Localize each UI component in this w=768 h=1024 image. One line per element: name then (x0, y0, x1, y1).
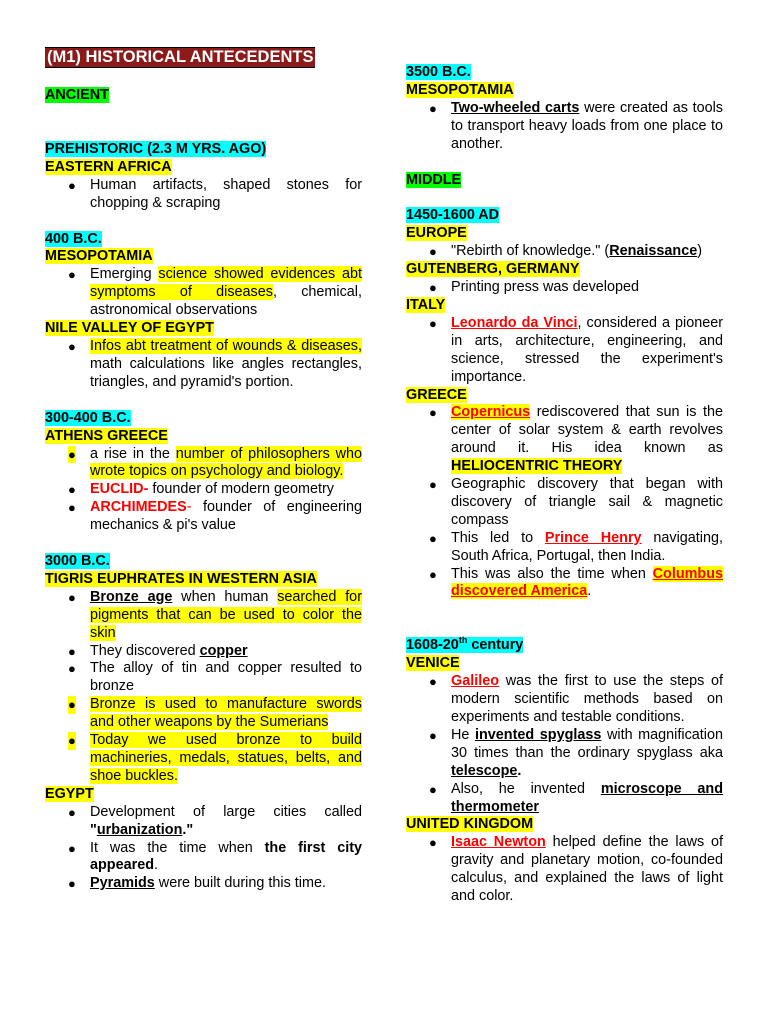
bullet-list-europe (406, 243, 723, 261)
list-item: ● Printing press was developed (406, 279, 723, 297)
bullet-list-athens (45, 446, 362, 536)
bullet-list-italy (406, 315, 723, 387)
list-item: ● Human artifacts, shaped stones for chopping & scraping (45, 177, 362, 213)
place-heading-greece: GREECE (406, 386, 467, 403)
place-heading-athens: ATHENS GREECE (45, 427, 168, 444)
place-heading-eastern-africa: EASTERN AFRICA (45, 158, 172, 175)
bullet-list-carts (406, 100, 723, 154)
bullet-list-uk (406, 834, 723, 906)
list-item: ● Copernicus rediscovered that sun is the center of solar system & earth revolves around it. His idea known as HELIOCENTRIC THEORY (406, 404, 723, 476)
place-heading-italy: ITALY (406, 296, 446, 313)
bullet-list-egypt (45, 804, 362, 894)
period-heading-300bc: 300-400 B.C. (45, 409, 131, 426)
list-item: ● Leonardo da Vinci, considered a pioneer in arts, architecture, engineering, and science, stressed the experiment's importance. (406, 315, 723, 387)
list-item: ● EUCLID- founder of modern geometry (45, 481, 362, 499)
list-item: ● Also, he invented microscope and thermometer (406, 781, 723, 817)
list-item: ● Two-wheeled carts were created as tools to transport heavy loads from one place to another. (406, 100, 723, 154)
list-item: ● Bronze is used to manufacture swords and other weapons by the Sumerians (45, 696, 362, 732)
list-item: ● Infos abt treatment of wounds & diseases, math calculations like angles rectangles, triangles, and pyramid's portion. (45, 338, 362, 392)
place-heading-venice: VENICE (406, 655, 460, 672)
list-item: ● Development of large cities called "urbanization." (45, 804, 362, 840)
period-heading-400bc: 400 B.C. (45, 230, 102, 247)
bullet-list-greece (406, 404, 723, 601)
period-heading-3500bc: 3500 B.C. (406, 64, 471, 80)
bullet-list-nile (45, 338, 362, 392)
period-heading-prehistoric: PREHISTORIC (2.3 M YRS. AGO) (45, 140, 267, 157)
list-item: ● Today we used bronze to build machineries, medals, statues, belts, and shoe buckles. (45, 732, 362, 786)
list-item: ● It was the time when the first city appeared. (45, 840, 362, 876)
list-item: ● a rise in the number of philosophers who wrote topics on psychology and biology. (45, 446, 362, 482)
list-item: ● He invented spyglass with magnification 30 times than the ordinary spyglass aka telescope. (406, 727, 723, 781)
place-heading-mesopotamia-3500: MESOPOTAMIA (406, 81, 514, 98)
place-heading-tigris-euphrates: TIGRIS EUPHRATES IN WESTERN ASIA (45, 570, 317, 587)
document-title: (M1) HISTORICAL ANTECEDENTS (47, 48, 314, 66)
place-heading-gutenberg: GUTENBERG, GERMANY (406, 261, 580, 278)
bullet-list-venice (406, 673, 723, 816)
place-heading-egypt: EGYPT (45, 785, 94, 802)
place-heading-nile-valley: NILE VALLEY OF EGYPT (45, 320, 214, 337)
list-item: ● Isaac Newton helped define the laws of gravity and planetary motion, co-founded calculus, and explained the laws of light and color. (406, 834, 723, 906)
list-item: ● The alloy of tin and copper resulted to bronze (45, 660, 362, 696)
place-heading-europe: EUROPE (406, 225, 467, 242)
period-heading-1608: 1608-20th century (406, 635, 524, 654)
list-item: ● This was also the time when Columbus discovered America. (406, 566, 723, 602)
list-item: ● Bronze age when human searched for pigments that can be used to color the skin (45, 589, 362, 643)
era-heading-ancient: ANCIENT (45, 87, 109, 103)
place-heading-united-kingdom: UNITED KINGDOM (406, 816, 534, 833)
list-item: ● Galileo was the first to use the steps of modern scientific methods based on experiments and testable conditions. (406, 673, 723, 727)
list-item: ● Pyramids were built during this time. (45, 875, 362, 893)
bullet-list-prehistoric (45, 177, 362, 213)
period-heading-1450ad: 1450-1600 AD (406, 207, 500, 224)
era-heading-middle: MIDDLE (406, 171, 462, 188)
bullet-list-gutenberg (406, 279, 723, 297)
list-item: ● They discovered copper (45, 643, 362, 661)
list-item: ● This led to Prince Henry navigating, South Africa, Portugal, then India. (406, 530, 723, 566)
list-item: ● Geographic discovery that began with discovery of triangle sail & magnetic compass (406, 476, 723, 530)
list-item: ● "Rebirth of knowledge." (Renaissance) (406, 243, 723, 261)
list-item: ● Emerging science showed evidences abt symptoms of diseases, chemical, astronomical observations (45, 266, 362, 320)
bullet-list-tigris (45, 589, 362, 786)
list-item: ● ARCHIMEDES- founder of engineering mechanics & pi's value (45, 499, 362, 535)
bullet-list-mesopotamia (45, 266, 362, 320)
place-heading-mesopotamia: MESOPOTAMIA (45, 248, 153, 265)
left-column (45, 0, 362, 893)
period-heading-3000bc: 3000 B.C. (45, 553, 110, 570)
right-column (406, 0, 723, 906)
